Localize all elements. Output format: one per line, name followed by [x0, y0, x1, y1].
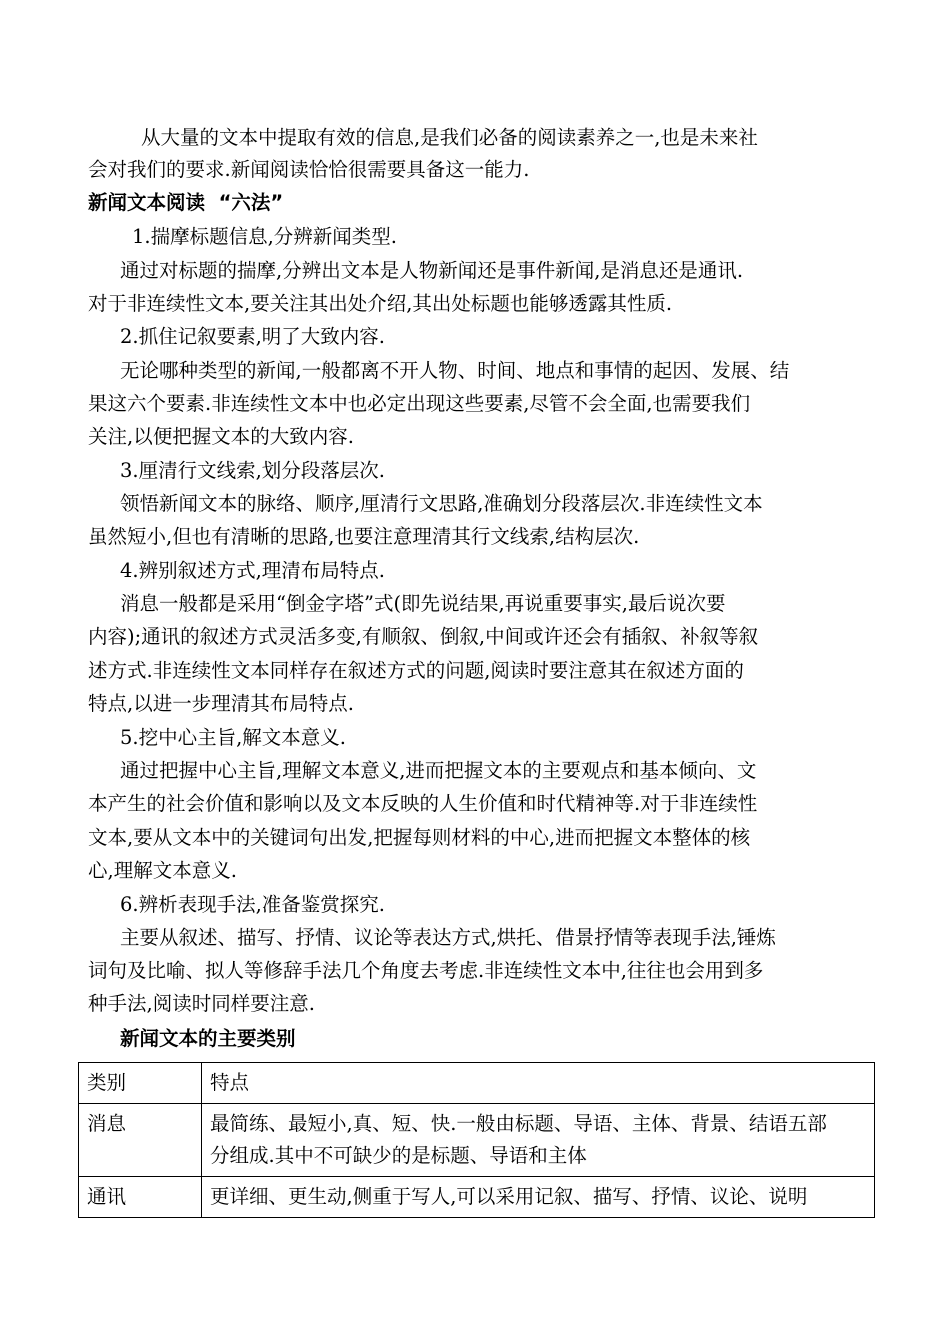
method-4-heading: 4.辨别叙述方式,理清布局特点. — [120, 559, 386, 582]
method-5-heading: 5.挖中心主旨,解文本意义. — [120, 726, 347, 749]
row-features-cell — [202, 1104, 875, 1177]
table-row — [79, 1177, 875, 1218]
row-category-text: 消息 — [87, 1112, 127, 1135]
method-4-body-4: 特点,以进一步理清其布局特点. — [88, 692, 354, 715]
row-category-cell — [79, 1177, 202, 1218]
method-5-body-3: 文本,要从文本中的关键词句出发,把握每则材料的中心,进而把握文本整体的核 — [88, 826, 751, 849]
method-2-body-2: 果这六个要素.非连续性文本中也必定出现这些要素,尽管不会全面,也需要我们 — [88, 392, 751, 415]
method-5-body-2: 本产生的社会价值和影响以及文本反映的人生价值和时代精神等.对于非连续性 — [88, 792, 758, 815]
header-category — [79, 1063, 202, 1104]
row-category-text: 通讯 — [87, 1185, 127, 1208]
method-2-body-1: 无论哪种类型的新闻,一般都离不开人物、时间、地点和事情的起因、发展、结 — [120, 359, 790, 382]
intro-line-1: 从大量的文本中提取有效的信息,是我们必备的阅读素养之一,也是未来社 — [141, 126, 758, 149]
header-category-text: 类别 — [87, 1071, 127, 1094]
method-4-body-1: 消息一般都是采用“倒金字塔”式(即先说结果,再说重要事实,最后说次要 — [120, 592, 726, 615]
method-3-body-1: 领悟新闻文本的脉络、顺序,厘清行文思路,准确划分段落层次.非连续性文本 — [120, 492, 763, 515]
method-1-heading: 1.揣摩标题信息,分辨新闻类型. — [132, 225, 398, 248]
row-features-cell — [202, 1177, 875, 1218]
method-1-body-1: 通过对标题的揣摩,分辨出文本是人物新闻还是事件新闻,是消息还是通讯. — [120, 259, 744, 282]
method-6-body-2: 词句及比喻、拟人等修辞手法几个角度去考虑.非连续性文本中,往往也会用到多 — [88, 959, 764, 982]
method-4-body-2: 内容);通讯的叙述方式灵活多变,有顺叙、倒叙,中间或许还会有插叙、补叙等叙 — [88, 625, 759, 648]
method-2-body-3: 关注,以便把握文本的大致内容. — [88, 425, 354, 448]
method-1-body-2: 对于非连续性文本,要关注其出处介绍,其出处标题也能够透露其性质. — [88, 292, 673, 315]
row-features-line: 更详细、更生动,侧重于写人,可以采用记叙、描写、抒情、议论、说明 — [210, 1185, 808, 1208]
intro-line-2: 会对我们的要求.新闻阅读恰恰很需要具备这一能力. — [88, 158, 530, 181]
section-title: 新闻文本阅读 “六法” — [88, 191, 284, 214]
table-header-row — [79, 1063, 875, 1104]
method-5-body-4: 心,理解文本意义. — [88, 859, 237, 882]
method-4-body-3: 述方式.非连续性文本同样存在叙述方式的问题,阅读时要注意其在叙述方面的 — [88, 659, 744, 682]
method-3-heading: 3.厘清行文线索,划分段落层次. — [120, 459, 386, 482]
method-6-heading: 6.辨析表现手法,准备鉴赏探究. — [120, 893, 386, 916]
method-2-heading: 2.抓住记叙要素,明了大致内容. — [120, 325, 386, 348]
row-features-line: 分组成.其中不可缺少的是标题、导语和主体 — [210, 1144, 587, 1167]
method-5-body-1: 通过把握中心主旨,理解文本意义,进而把握文本的主要观点和基本倾向、文 — [120, 759, 757, 782]
news-category-table — [78, 1062, 875, 1218]
table-row — [79, 1104, 875, 1177]
method-6-body-1: 主要从叙述、描写、抒情、议论等表达方式,烘托、借景抒情等表现手法,锤炼 — [120, 926, 776, 949]
method-3-body-2: 虽然短小,但也有清晰的思路,也要注意理清其行文线索,结构层次. — [88, 525, 640, 548]
header-features — [202, 1063, 875, 1104]
row-category-cell — [79, 1104, 202, 1177]
table-title: 新闻文本的主要类别 — [120, 1027, 296, 1050]
header-features-text: 特点 — [210, 1071, 250, 1094]
method-6-body-3: 种手法,阅读时同样要注意. — [88, 992, 315, 1015]
row-features-line: 最简练、最短小,真、短、快.一般由标题、导语、主体、背景、结语五部 — [210, 1112, 827, 1135]
